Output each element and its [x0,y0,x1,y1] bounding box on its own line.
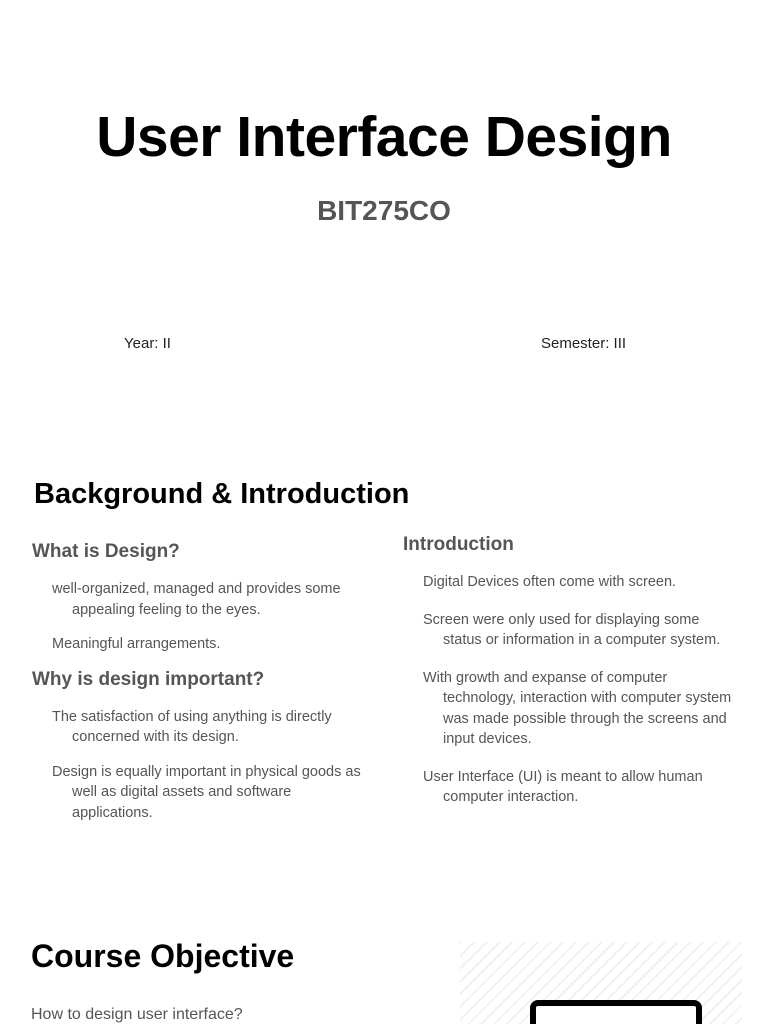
introduction-heading: Introduction [403,534,514,555]
list-item: Screen were only used for displaying some status or information in a computer system. [423,611,721,648]
page-title: User Interface Design [96,105,672,169]
monitor-icon [530,1000,702,1024]
introduction-list [403,572,733,808]
year-label: Year: II [124,335,171,352]
what-is-design-list [32,579,362,655]
list-item: Meaningful arrangements. [52,636,221,652]
course-code: BIT275CO [317,195,451,226]
why-important-heading: Why is design important? [32,668,265,690]
list-item: The satisfaction of using anything is directly concerned with its design. [52,708,332,745]
right-column [403,534,733,825]
list-item: With growth and expanse of computer technology, interaction with computer system was made possible through the screens and input devices. [423,669,732,747]
list-item: User Interface (UI) is meant to allow human computer interaction. [423,768,703,805]
semester-label: Semester: III [541,335,627,352]
list-item: well-organized, managed and provides some appealing feeling to the eyes. [52,581,341,618]
objective-item: How to design user interface? [31,1006,243,1023]
why-important-list [32,707,362,824]
list-item: Design is equally important in physical goods as well as digital assets and software applications. [52,763,361,821]
objective-heading: Course Objective [31,938,295,974]
list-item: Digital Devices often come with screen. [423,574,677,590]
background-heading: Background & Introduction [34,478,410,510]
what-is-design-heading: What is Design? [32,541,180,562]
left-column [32,541,362,837]
